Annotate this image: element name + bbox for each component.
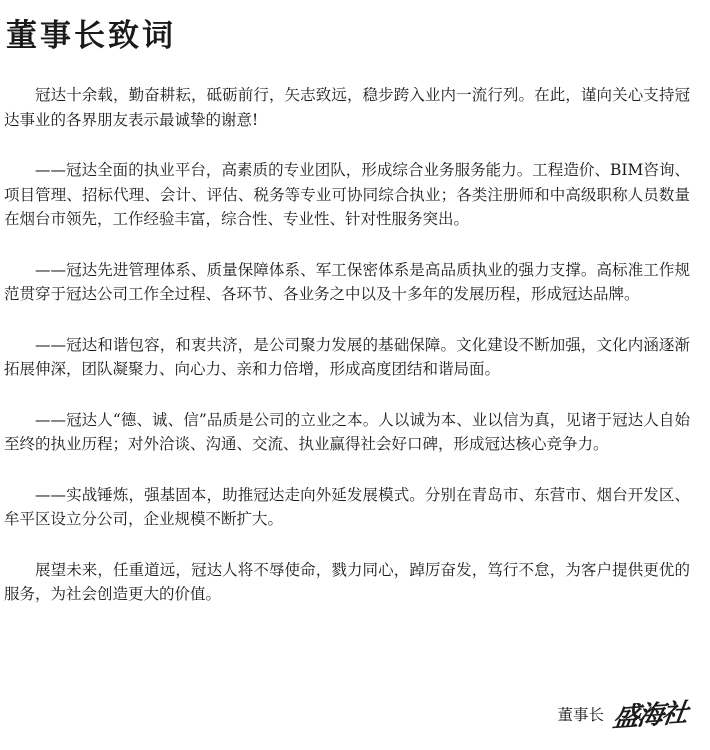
paragraph-outlook: 展望未来，任重道远，冠达人将不辱使命，戮力同心，踔厉奋发，笃行不怠，为客户提供更优的服务，为社会创造更大的价值。 [4,560,690,603]
handwritten-signature: 盛海社 [611,698,689,734]
paragraph-expansion: ——实战锤炼，强基固本，助推冠达走向外延发展模式。分别在青岛市、东营市、烟台开发区、牟平区设立分公司，企业规模不断扩大。 [4,485,690,528]
signature-block [557,695,689,734]
paragraph-harmony: ——冠达和谐包容，和衷共济，是公司聚力发展的基础保障。文化建设不断加强，文化内涵逐渐拓展伸深，团队凝聚力、向心力、亲和力倍增，形成高度团结和谐局面。 [4,335,690,378]
paragraph-platform: ——冠达全面的执业平台，高素质的专业团队，形成综合业务服务能力。工程造价、BIM咨询、项目管理、招标代理、会计、评估、税务等专业可协同综合执业；各类注册师和中高级职称人员数量在烟台市领先，工作经验丰富，综合性、专业性、针对性服务突出。 [4,161,690,228]
paragraph-management: ——冠达先进管理体系、质量保障体系、军工保密体系是高品质执业的强力支撑。高标准工作规范贯穿于冠达公司工作全过程、各环节、各业务之中以及十多年的发展历程，形成冠达品牌。 [4,260,690,303]
paragraph-integrity: ——冠达人“德、诚、信”品质是公司的立业之本。人以诚为本、业以信为真，见诸于冠达人自始至终的执业历程；对外洽谈、沟通、交流、执业赢得社会好口碑，形成冠达核心竞争力。 [4,410,690,453]
page-title: 董事长致词 [6,18,176,54]
paragraph-intro: 冠达十余载，勤奋耕耘，砥砺前行，矢志致远，稳步跨入业内一流行列。在此，谨向关心支持冠达事业的各界朋友表示最诚挚的谢意! [4,86,690,129]
signature-role: 董事长 [557,705,604,724]
letter-body [4,83,690,633]
